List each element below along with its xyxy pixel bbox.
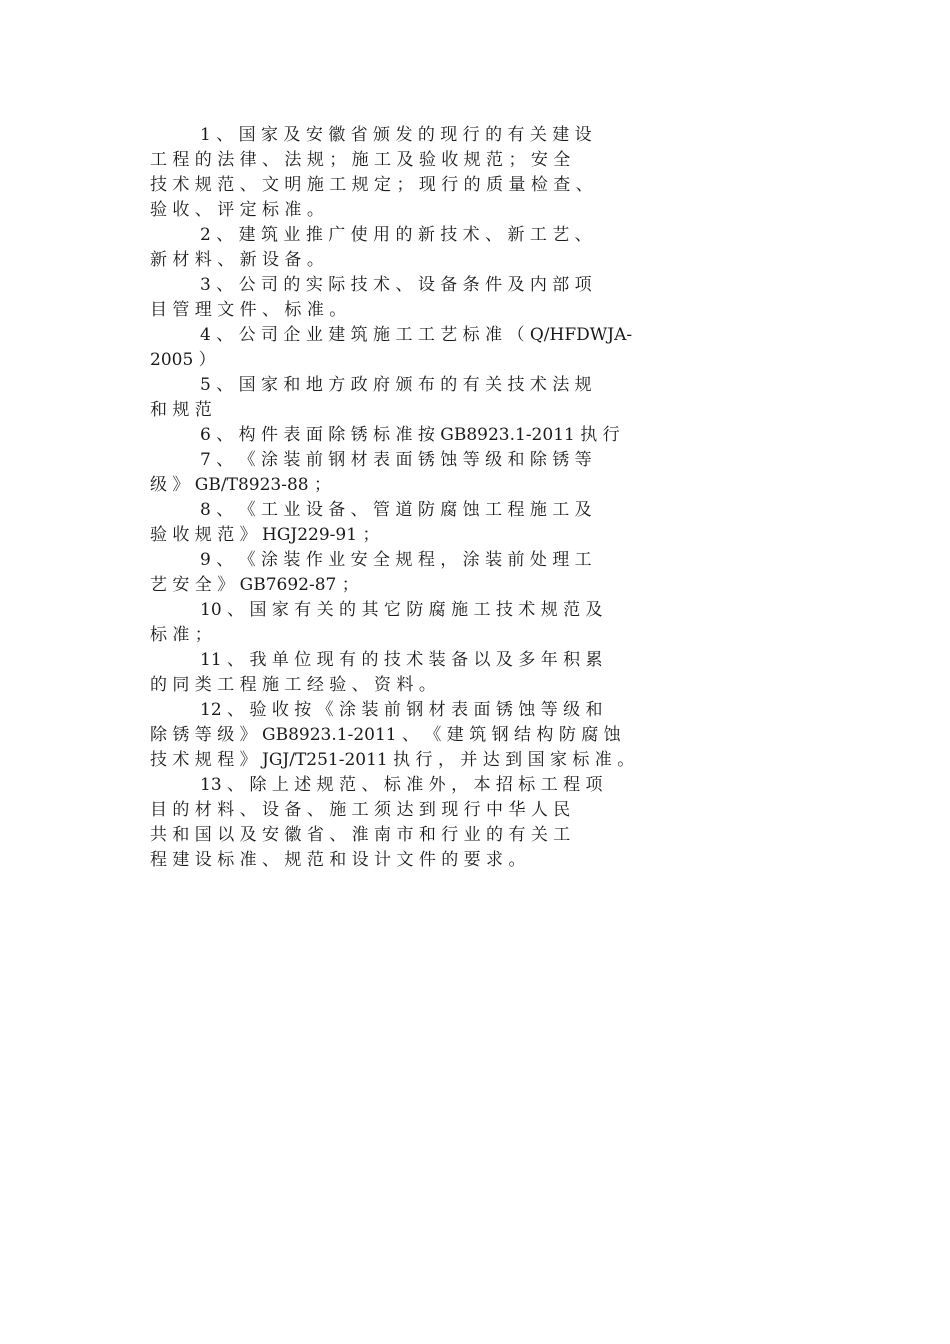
document-body	[150, 123, 800, 873]
text-line: 工 程 的 法 律 、 法 规 ； 施 工 及 验 收 规 范 ； 安 全	[150, 150, 571, 170]
text-line: 3 、 公 司 的 实 际 技 术 、 设 备 条 件 及 内 部 项	[200, 275, 592, 295]
text-line: 13 、 除 上 述 规 范 、 标 准 外 ， 本 招 标 工 程 项	[200, 775, 603, 795]
text-line: 共 和 国 以 及 安 徽 省 、 淮 南 市 和 行 业 的 有 关 工	[150, 825, 571, 845]
text-line: 除 锈 等 级 》 GB8923.1-2011 、 《 建 筑 钢 结 构 防 腐 蚀	[150, 725, 621, 745]
text-line: 和 规 范	[150, 400, 212, 420]
text-line: 验 收 规 范 》 HGJ229-91 ；	[150, 525, 380, 545]
text-line: 标 准 ；	[150, 625, 212, 645]
text-line: 2005 ）	[150, 350, 216, 370]
text-line: 程 建 设 标 准 、 规 范 和 设 计 文 件 的 要 求 。	[150, 850, 526, 870]
text-line: 技 术 规 范 、 文 明 施 工 规 定 ； 现 行 的 质 量 检 查 、	[150, 175, 593, 195]
text-line: 2 、 建 筑 业 推 广 使 用 的 新 技 术 、 新 工 艺 、	[200, 225, 592, 245]
text-line: 7 、 《 涂 装 前 钢 材 表 面 锈 蚀 等 级 和 除 锈 等	[200, 450, 592, 470]
text-line: 5 、 国 家 和 地 方 政 府 颁 布 的 有 关 技 术 法 规	[200, 375, 592, 395]
text-line: 1 、 国 家 及 安 徽 省 颁 发 的 现 行 的 有 关 建 设	[200, 125, 592, 145]
text-line: 12 、 验 收 按 《 涂 装 前 钢 材 表 面 锈 蚀 等 级 和	[200, 700, 603, 720]
text-line: 10 、 国 家 有 关 的 其 它 防 腐 施 工 技 术 规 范 及	[200, 600, 603, 620]
text-line: 4 、 公 司 企 业 建 筑 施 工 工 艺 标 准 （ Q/HFDWJA-	[200, 325, 633, 345]
text-line: 9 、 《 涂 装 作 业 安 全 规 程 ， 涂 装 前 处 理 工	[200, 550, 592, 570]
text-line: 技 术 规 程 》 JGJ/T251-2011 执 行 ， 并 达 到 国 家 标 准 。	[150, 750, 635, 770]
text-line: 11 、 我 单 位 现 有 的 技 术 装 备 以 及 多 年 积 累	[200, 650, 603, 670]
text-line: 目 的 材 料 、 设 备 、 施 工 须 达 到 现 行 中 华 人 民	[150, 800, 571, 820]
text-line: 新 材 料 、 新 设 备 。	[150, 250, 324, 270]
text-line: 目 管 理 文 件 、 标 准 。	[150, 300, 347, 320]
text-line: 级 》 GB/T8923-88 ；	[150, 475, 331, 495]
text-line: 艺 安 全 》 GB7692-87 ；	[150, 575, 359, 595]
text-line: 6 、 构 件 表 面 除 锈 标 准 按 GB8923.1-2011 执 行	[200, 425, 620, 445]
text-line: 的 同 类 工 程 施 工 经 验 、 资 料 。	[150, 675, 436, 695]
text-line: 验 收 、 评 定 标 准 。	[150, 200, 324, 220]
text-line: 8 、 《 工 业 设 备 、 管 道 防 腐 蚀 工 程 施 工 及	[200, 500, 592, 520]
